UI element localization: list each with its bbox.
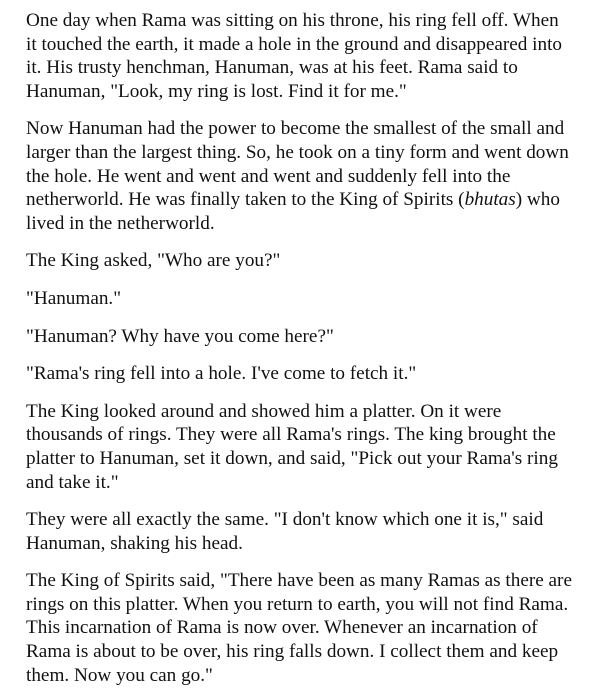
paragraph-fetch-ring: "Rama's ring fell into a hole. I've come to fetch it." [26, 363, 417, 385]
paragraph-king-explains: The King of Spirits said, "There have been as many Ramas as there are rings on this platter. When you return to earth, you will not find Rama. This incarnation of Rama is now over. Whenever an incarnation of Rama is about to be over, his ring falls down. I collect them and keep them. Now you can go." [26, 570, 572, 686]
paragraph-hanuman-reply: "Hanuman." [26, 287, 122, 309]
paragraph-all-same: They were all exactly the same. "I don't know which one it is," said Hanuman, shaking his head. [26, 509, 544, 554]
paragraph-netherworld [26, 117, 572, 235]
paragraph-platter: The King looked around and showed him a platter. On it were thousands of rings. They were all Rama's rings. The king brought the platter to Hanuman, set it down, and said, "Pick out your Rama's ring and take it." [26, 400, 558, 493]
paragraph-netherworld-start: Now Hanuman had the power to become the smallest of the small and larger than the largest thing. So, he took on a tiny form and went down the hole. He went and went and went and suddenly fell into the netherworld. He was finally taken to the King of Spirits ( [26, 118, 569, 211]
paragraph-ring-falls: One day when Rama was sitting on his throne, his ring fell off. When it touched the earth, it made a hole in the ground and disappeared into it. His trusty henchman, Hanuman, was at his feet. Rama said to Hanuman, "Look, my ring is lost. Find it for me." [26, 10, 563, 102]
paragraph-why-here: "Hanuman? Why have you come here?" [26, 325, 334, 347]
paragraph-king-asks: The King asked, "Who are you?" [26, 250, 281, 272]
paragraph-netherworld-end: ) who lived in the netherworld. [26, 189, 560, 234]
bhutas-term: bhutas [464, 189, 516, 211]
